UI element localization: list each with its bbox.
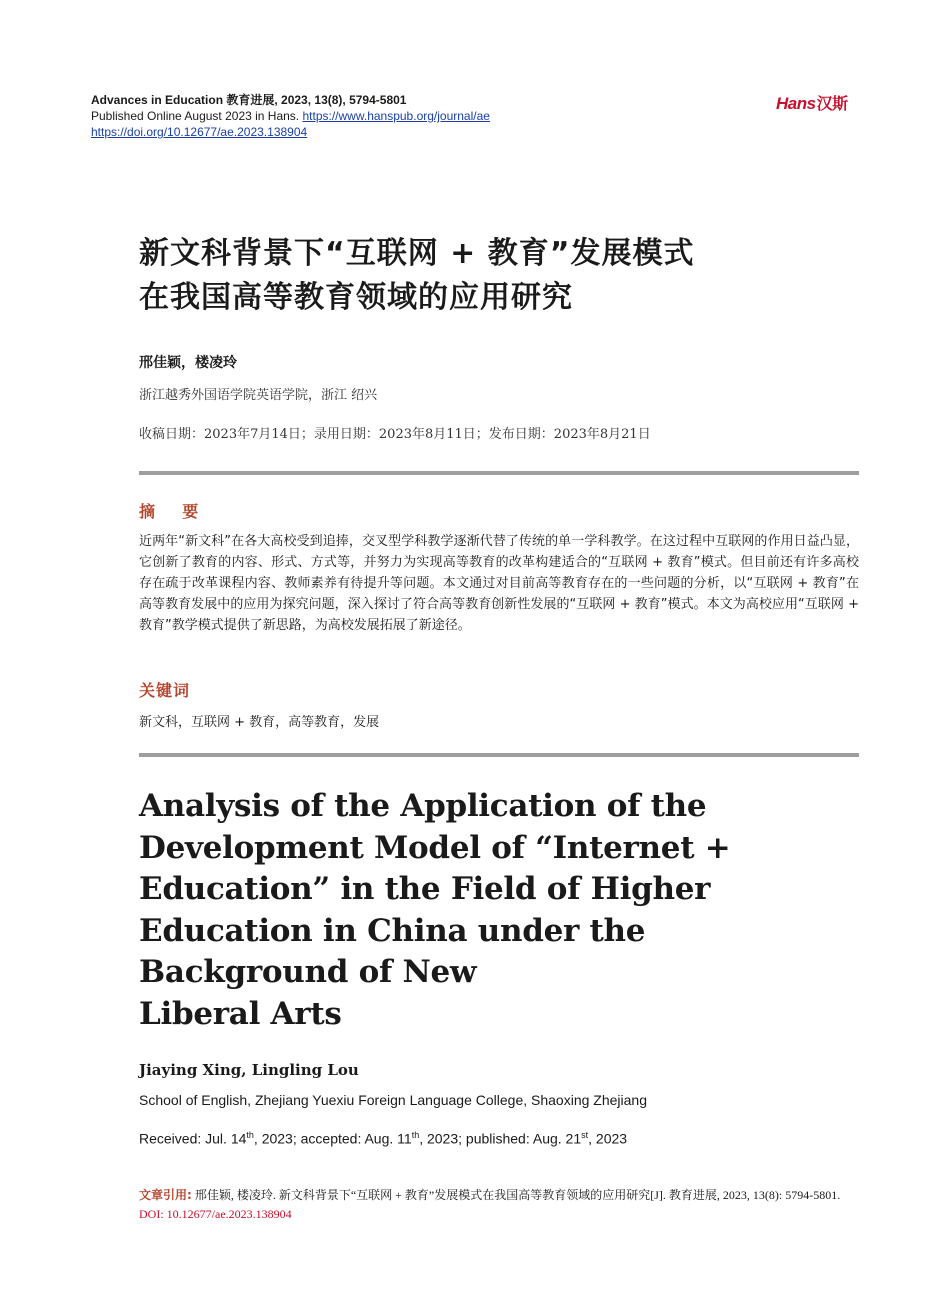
cn-authors: 邢佳颖，楼凌玲: [139, 355, 237, 371]
published-line: [91, 108, 731, 124]
cn-affiliation: 浙江越秀外国语学院英语学院，浙江 绍兴: [139, 388, 378, 403]
citation-doi[interactable]: DOI: 10.12677/ae.2023.138904: [139, 1207, 292, 1221]
hans-logo: [776, 91, 848, 114]
journal-url-link[interactable]: https://www.hanspub.org/journal/ae: [302, 109, 490, 123]
accepted-sup: th: [411, 1130, 420, 1140]
published-date: , 2023; published: Aug. 21: [419, 1130, 582, 1147]
doi-url-link[interactable]: https://doi.org/10.12677/ae.2023.138904: [91, 125, 308, 139]
en-title-line: Education in China under the: [139, 912, 646, 949]
cn-title-line-2: 在我国高等教育领域的应用研究: [139, 280, 573, 315]
en-affiliation: School of English, Zhejiang Yuexiu Foreign Language College, Shaoxing Zhejiang: [139, 1092, 647, 1108]
en-title-line: Liberal Arts: [139, 995, 342, 1032]
keywords-text: 新文科，互联网 + 教育，高等教育，发展: [139, 715, 380, 730]
accepted-date: , 2023; accepted: Aug. 11: [253, 1130, 412, 1147]
abstract-text: 近两年“新文科”在各大高校受到追捧，交叉型学科教学逐渐代替了传统的单一学科教学。在这过程中互联网的作用日益凸显，它创新了教育的内容、形式、方式等，并努力为实现高等教育的改革构建适合的“互联网 + 教育”模式。但目前还有许多高校存在疏于改革课程内容、教师素养有待提升等问题。本文通过对目前高等教育存在的一些问题的分析，以“互联网 + 教育”在高等教育发展中的应用为探究问题，深入探讨了符合高等教育创新性发展的“互联网 + 教育”模式。本文为高校应用“互联网 + 教育”教学模式提供了新思路，为高校发展拓展了新途径。: [139, 534, 859, 633]
en-dates: [139, 1130, 627, 1147]
keywords-heading: 关键词: [139, 681, 191, 700]
divider-top: [139, 471, 859, 475]
en-title-line: Education” in the Field of Higher: [139, 871, 711, 907]
en-title-line: Analysis of the Application of the: [139, 788, 707, 824]
en-title: [139, 786, 739, 1035]
citation-label: 文章引用:: [139, 1188, 192, 1202]
cn-title: [139, 232, 829, 320]
divider-bottom: [139, 753, 859, 757]
published-text: Published Online August 2023 in Hans.: [91, 109, 300, 123]
journal-header: [91, 92, 731, 140]
logo-en: Hans: [776, 94, 816, 113]
logo-cn: 汉斯: [816, 96, 848, 113]
citation-text: 邢佳颖, 楼凌玲. 新文科背景下“互联网 + 教育”发展模式在我国高等教育领域的应用研究[J]. 教育进展, 2023, 13(8): 5794-5801.: [191, 1188, 841, 1202]
en-title-line: Background of New: [139, 954, 477, 990]
received-sup: th: [246, 1130, 254, 1140]
en-title-line: Development Model of “Internet +: [139, 829, 731, 866]
received-date: Received: Jul. 14: [139, 1130, 247, 1147]
cn-title-line-1: 新文科背景下“互联网 + 教育”发展模式: [139, 236, 695, 271]
published-sup: st: [581, 1130, 589, 1140]
cn-dates: 收稿日期：2023年7月14日；录用日期：2023年8月11日；发布日期：2023年8月21日: [139, 427, 651, 442]
en-authors: Jiaying Xing, Lingling Lou: [139, 1061, 359, 1079]
abstract-heading: 摘 要: [139, 502, 200, 521]
journal-line: Advances in Education 教育进展, 2023, 13(8), 5794-5801: [91, 93, 407, 107]
citation: [139, 1186, 859, 1224]
year-tail: , 2023: [588, 1130, 628, 1147]
